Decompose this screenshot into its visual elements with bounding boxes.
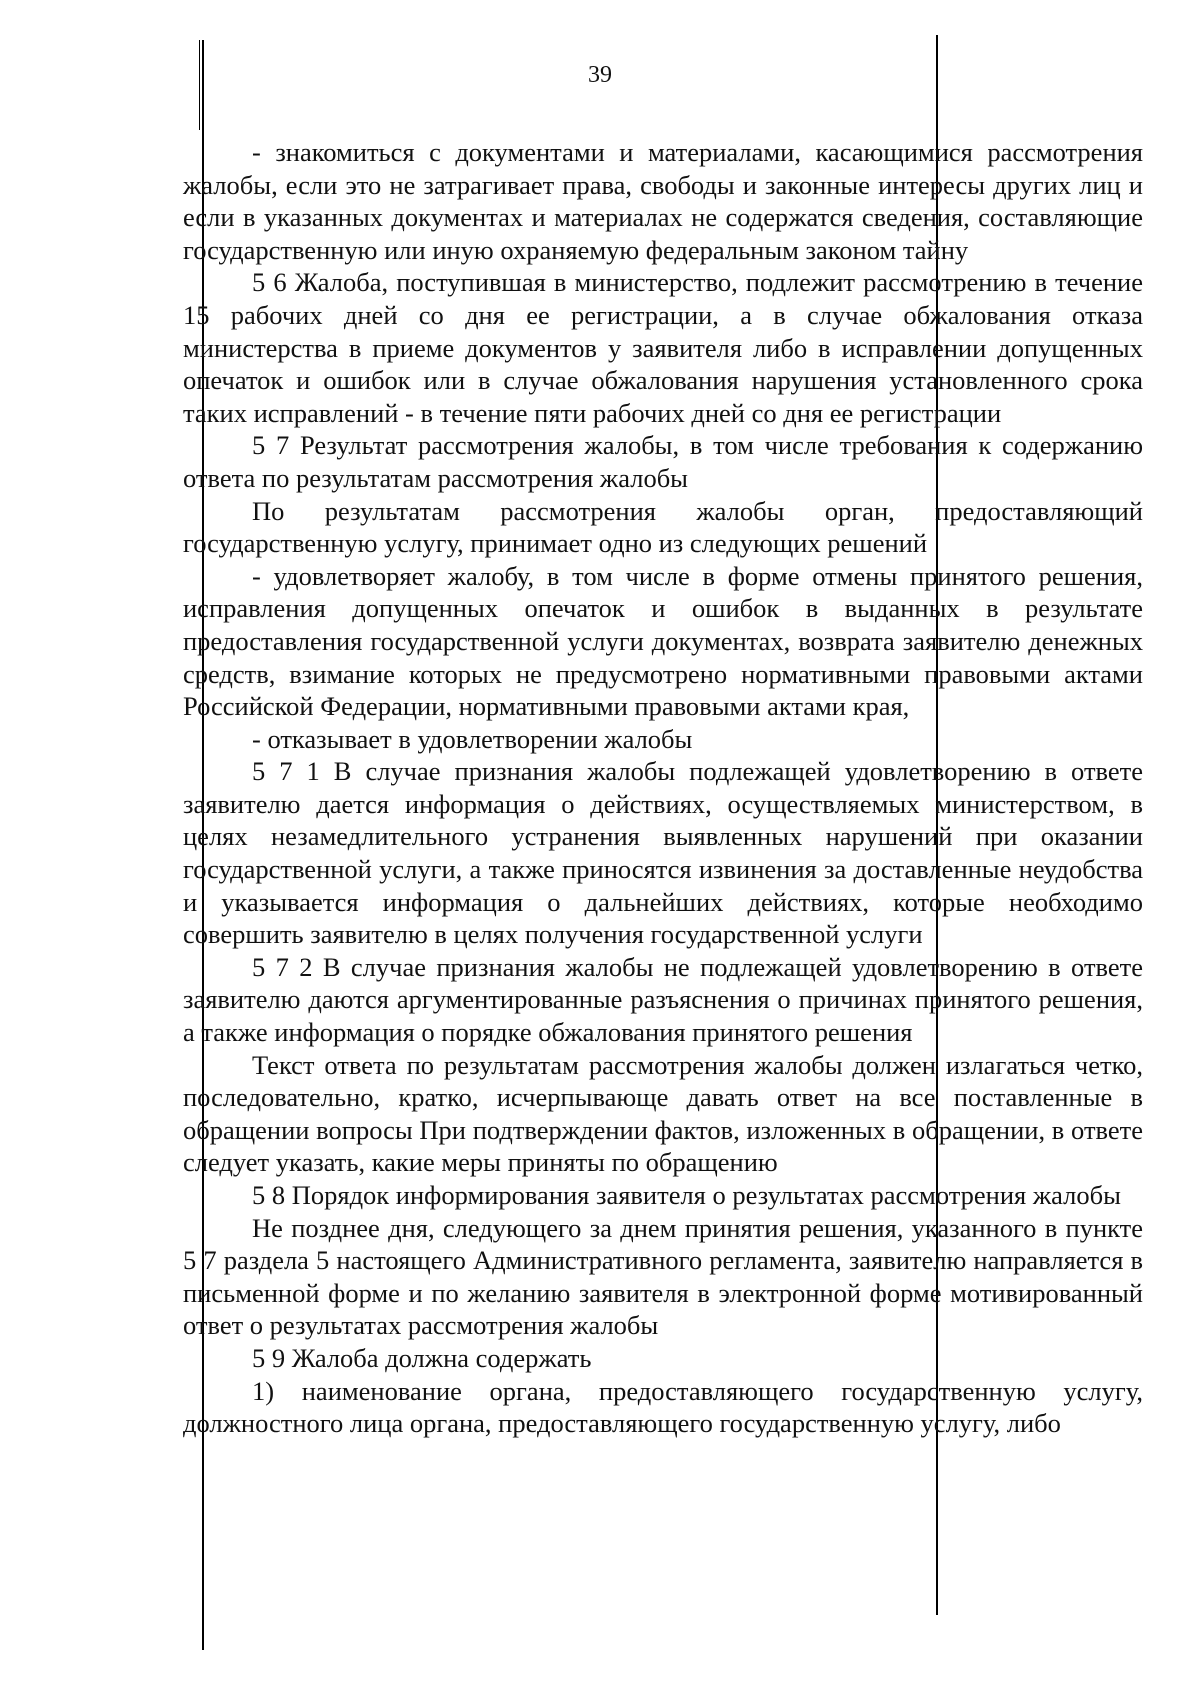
paragraph-notification: Не позднее дня, следующего за днем принятия решения, указанного в пункте 5 7 раздела 5 настоящего Административного регламента, заявителю направляется в письменной форме и по желанию заявителя в электронной форме мотивированный ответ о результатах рассмотрения жалобы [183, 1212, 1143, 1341]
paragraph-familiarize-documents: - знакомиться с документами и материалами, касающимися рассмотрения жалобы, если это не затрагивает права, свободы и законные интересы других лиц и если в указанных документах и материалах не содержатся сведения, составляющие государственную или иную охраняемую федеральным законом тайну [183, 137, 1143, 265]
paragraph-5-6-review-period: 5 6 Жалоба, поступившая в министерство, подлежит рассмотрению в течение 15 рабочих дней со дня ее регистрации, а в случае обжалования отказа министерства в приеме документов у заявителя либо в исправлении допущенных опечаток и ошибок или в случае обжалования нарушения установленного срока таких исправлений - в течение пяти рабочих дней со дня ее регистрации [183, 267, 1143, 428]
paragraph-5-7-2: 5 7 2 В случае признания жалобы не подлежащей удовлетворению в ответе заявителю даются аргументированные разъяснения о причинах принятого решения, а также информация о порядке обжалования принятого решения [183, 951, 1143, 1048]
page-number: 39 [588, 62, 612, 88]
paragraph-decision-intro: По результатам рассмотрения жалобы орган, предоставляющий государственную услугу, принимает одно из следующих решений [183, 495, 1143, 559]
paragraph-5-7-1: 5 7 1 В случае признания жалобы подлежащей удовлетворению в ответе заявителю дается информация о действиях, осуществляемых министерством, в целях незамедлительного устранения выявленных нарушений при оказании государственной услуги, а также приносятся извинения за доставленные неудобства и указывается информация о дальнейших действиях, которые необходимо совершить заявителю в целях получения государственной услуги [183, 756, 1143, 950]
paragraph-5-8-heading: 5 8 Порядок информирования заявителя о результатах рассмотрения жалобы [252, 1180, 1121, 1210]
paragraph-reject-complaint: - отказывает в удовлетворении жалобы [252, 723, 693, 754]
paragraph-satisfy-complaint: - удовлетворяет жалобу, в том числе в форме отмены принятого решения, исправления допущенных опечаток и ошибок в выданных в результате предоставления государственной услуги документах, возврата заявителю денежных средств, взимание которых не предусмотрено нормативными правовыми актами Российской Федерации, нормативными правовыми актами края, [183, 560, 1143, 722]
paragraph-5-7-result-heading: 5 7 Результат рассмотрения жалобы, в том числе требования к содержанию ответа по результатам рассмотрения жалобы [183, 430, 1143, 493]
document-body [183, 136, 1143, 1440]
paragraph-5-9-heading: 5 9 Жалоба должна содержать [252, 1342, 592, 1373]
paragraph-answer-text: Текст ответа по результатам рассмотрения жалобы должен излагаться четко, последовательно, кратко, исчерпывающе давать ответ на все поставленные в обращении вопросы При подтверждении фактов, изложенных в обращении, в ответе следует указать, какие меры приняты по обращению [183, 1049, 1143, 1178]
paragraph-item-1: 1) наименование органа, предоставляющего государственную услугу, должностного лица органа, предоставляющего государственную услугу, либо [183, 1375, 1143, 1439]
